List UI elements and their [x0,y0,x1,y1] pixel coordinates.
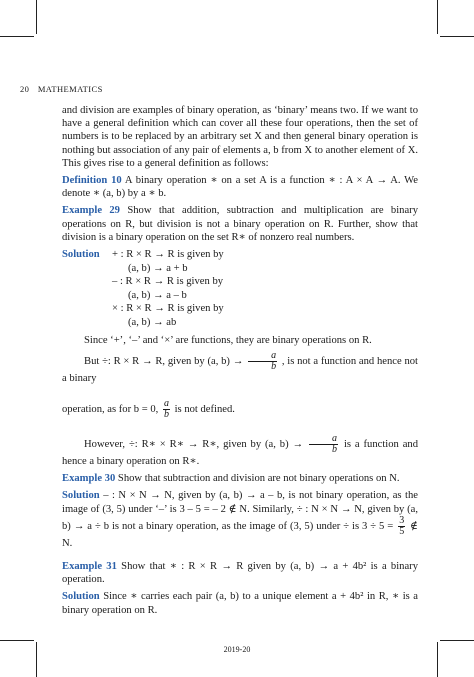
definition-text-2: ∗ (a, b) by a ∗ b. [92,188,167,200]
crop-mark-top-left-h [0,36,34,37]
example-30-label: Example 30 [62,473,116,485]
operation-text-start: operation, as for b = 0, [62,403,159,415]
solution-line: × : R × R → R is given by [112,303,224,315]
fraction-denominator: b [163,409,169,420]
fraction-numerator: a [248,351,277,362]
solution-29-label: Solution [62,249,100,261]
however-text-start: However, ÷: R∗ × R∗ → R∗, given by (a, b) → [84,438,304,450]
fraction-a-over-b [309,434,338,455]
example-31 [62,560,418,586]
but-text-end: , is not a function and hence not a binary [62,355,418,384]
fraction-a-over-b [248,351,277,372]
definition-text-1: A binary operation ∗ on a set A is a function ∗ : A × A → A. We denote [62,175,418,200]
solution-30-text: – : N × N → N, given by (a, b) → a – b, is not binary operation, as the image of (3, 5) under ‘–’ is 3 – 5 = – 2 ∉ N. Similarly, ÷ : N × N → N, given by (a, b) → a ÷ b [62,490,418,532]
solution-31-label: Solution [62,591,100,603]
but-paragraph [62,351,418,385]
example-29 [62,204,418,244]
fraction-numerator: 3 [399,514,405,526]
fraction-3-over-5 [398,516,405,537]
operation-text-end: is not defined. [174,403,235,415]
solution-line: (a, b) → a – b [128,289,187,301]
fraction-numerator: a [309,434,338,445]
example-31-label: Example 31 [62,561,117,573]
solution-line: (a, b) → a + b [128,262,188,274]
fraction-denominator: b [332,444,338,455]
page-content [62,104,418,621]
intro-paragraph: and division are examples of binary operation, as ‘binary’ means two. If we want to have a general definition which can cover all these four operations, then the set of numbers is to be replaced by an arbitrary set X and then general binary operation is nothing but association of any pair of elements a, b from X to another element of X. This gives rise to a general definition as follows: [62,105,418,169]
crop-mark-top-right-h [440,36,474,37]
solution-29-lines [112,248,418,330]
definition-10 [62,174,418,200]
example-30 [62,472,418,485]
binary-operation-end: binary operation on R∗. [96,456,200,467]
crop-mark-bottom-left-h [0,640,34,641]
example-31-text: Show that ∗ : R × R → R given by (a, b) → a + 4b² is a binary operation. [62,561,418,586]
but-text-start: But ÷: R × R → R, given by (a, b) → [84,355,244,367]
definition-label: Definition 10 [62,175,122,187]
page-footer: 2019-20 [223,645,251,654]
crop-mark-bottom-right-h [440,640,474,641]
solution-30-label: Solution [62,490,100,502]
however-text-end: is a function and hence a [62,438,418,467]
fraction-denominator: 5 [399,525,405,537]
solution-30 [62,489,418,550]
fraction-a-over-b [163,399,170,420]
solution-31-text: Since ∗ carries each pair (a, b) to a unique element a + 4b² in R, ∗ is a binary operation on R. [62,591,418,616]
solution-30-line2-start: is not a binary operation, as the image of (3, 5) under ÷ is 3 ÷ 5 = [111,520,394,532]
operation-paragraph [62,399,418,420]
example-29-label: Example 29 [62,205,120,217]
solution-29-block [62,248,418,330]
solution-line: (a, b) → ab [128,317,177,328]
solution-31 [62,590,418,616]
solution-30-line2-end: ∉ N. [62,520,419,549]
since-paragraph: Since ‘+’, ‘–’ and ‘×’ are functions, they are binary operations on R. [84,334,372,346]
page-header [20,84,103,94]
fraction-numerator: a [163,398,169,409]
page-number: 20 [20,84,30,94]
however-paragraph [62,434,418,468]
crop-mark-top-right [437,0,438,34]
solution-line: – : R × R → R is given by [112,276,224,288]
fraction-denominator: b [271,360,277,372]
running-title: MATHEMATICS [37,84,103,94]
example-29-text: Show that addition, subtraction and multiplication are binary operations on R, but division is not a binary operation on R. Further, show that division is a binary operation on the set R∗ of nonzero real numbers. [62,205,418,243]
example-30-text: Show that subtraction and division are not binary operations on N. [117,473,400,485]
crop-mark-top-left [36,0,37,34]
solution-line: + : R × R → R is given by [112,249,224,261]
